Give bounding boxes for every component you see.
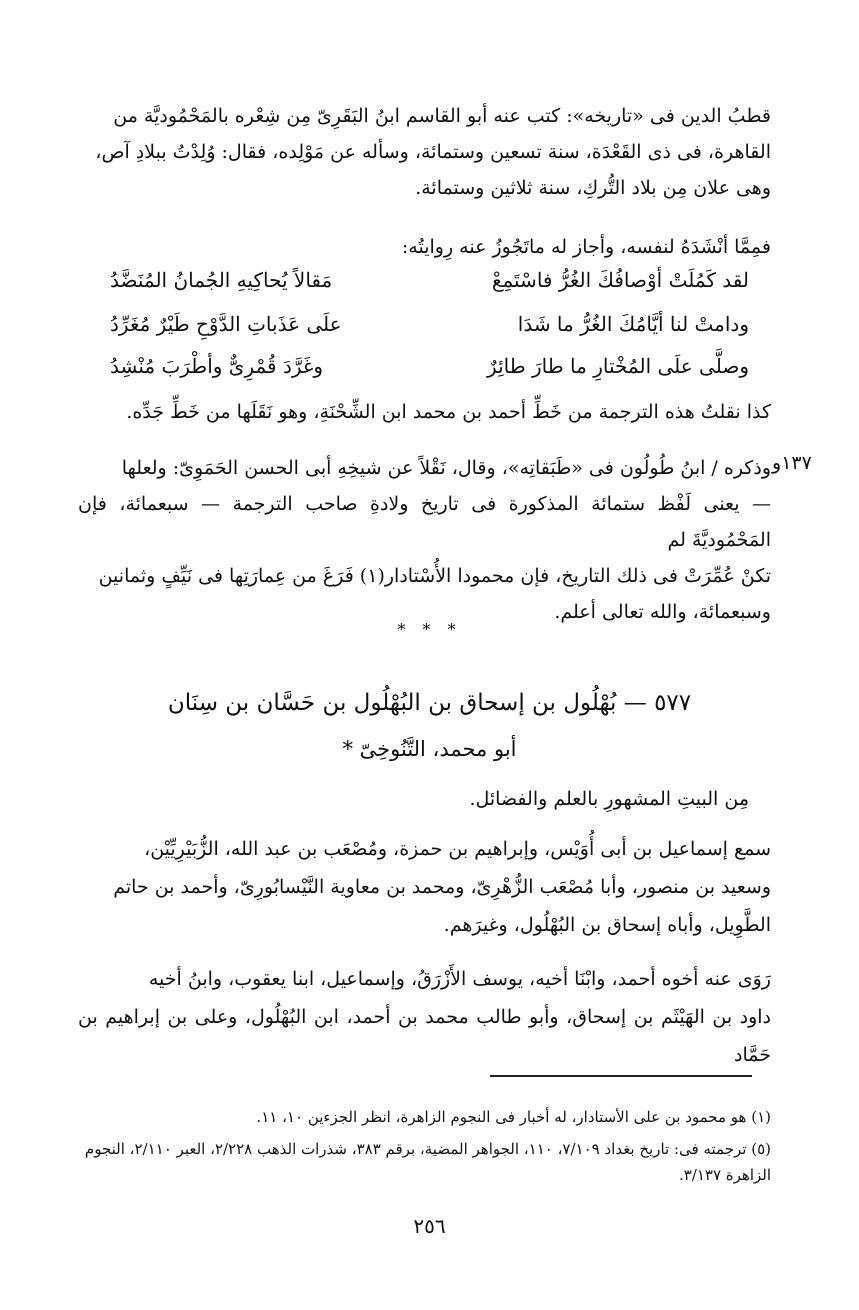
entry-title: ٥٧٧ — بُهْلُول بن إسحاق بن البُهْلُول بن حَسَّان بن سِنَان — [167, 690, 692, 716]
entry-subtitle: أبو محمد، التَّنُوخِىّ * — [342, 737, 517, 761]
text-line: — يعنى لَفْظ ستمائة المذكورة فى تاريخ ولادةِ صاحب الترجمة — سبعمائة، فإن المَحْمُوديَّةَ لم — [78, 493, 771, 551]
footnote: (٥) ترجمته فى: تاريخ بغداد ٧/١٠٩، ١١٠، الجواهر المضية، برقم ٣٨٣، شذرات الذهب ٢/٢٢٨، العبر ٢/١١٠، النجوم الزاهرة ٣/١٣٧. — [84, 1140, 771, 1184]
footnote-divider — [490, 1075, 752, 1077]
text-line: رَوَى عنه أخوه أحمد، وابْنَا أخيه، يوسف الأَزْرَقُ، وإسماعيل، ابنا يعقوب، وابنُ أخيه — [148, 968, 771, 990]
verse-hemistich-first: وصلَّى علَى المُخْتارِ ما طارَ طائِرٌ — [487, 354, 749, 378]
text-line: وسعيد بن منصور، وأبا مُصْعَب الزُّهْرِىّ، ومحمد بن معاوية النَّيْسابُورِىّ، وأحمد بن حاتم — [113, 876, 771, 898]
text-line: وسبعمائة، والله تعالى أعلم. — [554, 601, 771, 623]
margin-folio-marker: ١٣٧و — [772, 452, 812, 474]
text-line: قطبُ الدين فى «تاريخه»: كتب عنه أبو القاسم ابنُ البَقَرِىّ مِن شِعْره بالمَحْمُوديَّة من — [113, 105, 771, 127]
verse-hemistich-second: علَى عَذَباتِ الدَّوْحِ طَيْرٌ مُغَرِّدُ — [110, 312, 342, 336]
paragraph-family: مِن البيتِ المشهورِ بالعلم والفضائل. — [469, 788, 749, 810]
verse-line — [110, 268, 749, 302]
paragraph-verses-intro: فمِمَّا أنْشَدَهُ لنفسه، وأجاز له ماتَجُوزُ عنه رِوايتُه: — [401, 236, 771, 258]
page-number: ٢٥٦ — [413, 1214, 446, 1238]
text-line: داود بن الهَيْثَم بن إسحاق، وأبو طالب محمد بن أحمد، ابن البُهْلُول، وعلى بن إبراهيم بن حَمَّاد — [78, 1006, 771, 1066]
verse-line — [110, 312, 749, 346]
verse-line — [110, 354, 749, 388]
paragraph-intro — [78, 98, 771, 206]
paragraph-teachers — [78, 830, 771, 944]
verse-hemistich-first: ودامتْ لنا أيَّامُكَ الغُرُّ ما شَدَا — [517, 312, 749, 336]
section-separator: * * * — [397, 620, 462, 639]
text-line: سمع إسماعيل بن أبى أُوَيْس، وإبراهيم بن حمزة، ومُصْعَب بن عبد الله، الزُّبَيْرِيِّيْن، — [144, 838, 771, 860]
text-line: تكنْ عُمِّرَتْ فى ذلك التاريخ، فإن محمودا الأُسْتادار(١) فَرَغَ من عِمارَتِها فى نَيِّفٍ وثمانين — [98, 565, 771, 587]
paragraph-students — [78, 960, 771, 1074]
text-line: القاهرة، فى ذى القَعْدَة، سنة تسعين وستمائة، وسأله عن مَوْلِده، فقال: وُلِدْتُ ببلادِ آص، — [95, 141, 771, 163]
verse-hemistich-second: وغَرَّدَ قُمْرِىٌّ وأطْرَبَ مُنْشِدُ — [110, 354, 324, 378]
paragraph-source-note: كذا نقلتُ هذه الترجمة من خَطِّ أحمد بن محمد ابن الشِّحْنَةِ، وهو نَقَلَها من خَطِّ جَدِّه. — [126, 401, 771, 423]
text-line: وهى علان مِن بلاد التُّركِ، سنة ثلاثين وستمائة. — [415, 177, 771, 199]
text-line: الطَّوِيل، وأباه إسحاق بن البُهْلُول، وغيرَهم. — [443, 914, 771, 936]
paragraph-ibn-tulun — [78, 450, 771, 630]
text-line: وذكره / ابنُ طُولُون فى «طَبَقاتِه»، وقال، نَقْلاً عن شيخِهِ أبى الحسن الحَمَوِىّ: ولعلها — [121, 457, 771, 479]
verse-hemistich-first: لقد كَمُلَتْ أوْصافُكَ الغُرُّ فاسْتَمِعْ — [491, 268, 749, 292]
verse-hemistich-second: مَقالاً يُحاكِيهِ الجُمانُ المُنَضَّدُ — [110, 268, 333, 292]
footnote: (١) هو محمود بن على الأستادار، له أخبار فى النجوم الزاهرة، انظر الجزءين ١٠، ١١. — [256, 1108, 771, 1126]
